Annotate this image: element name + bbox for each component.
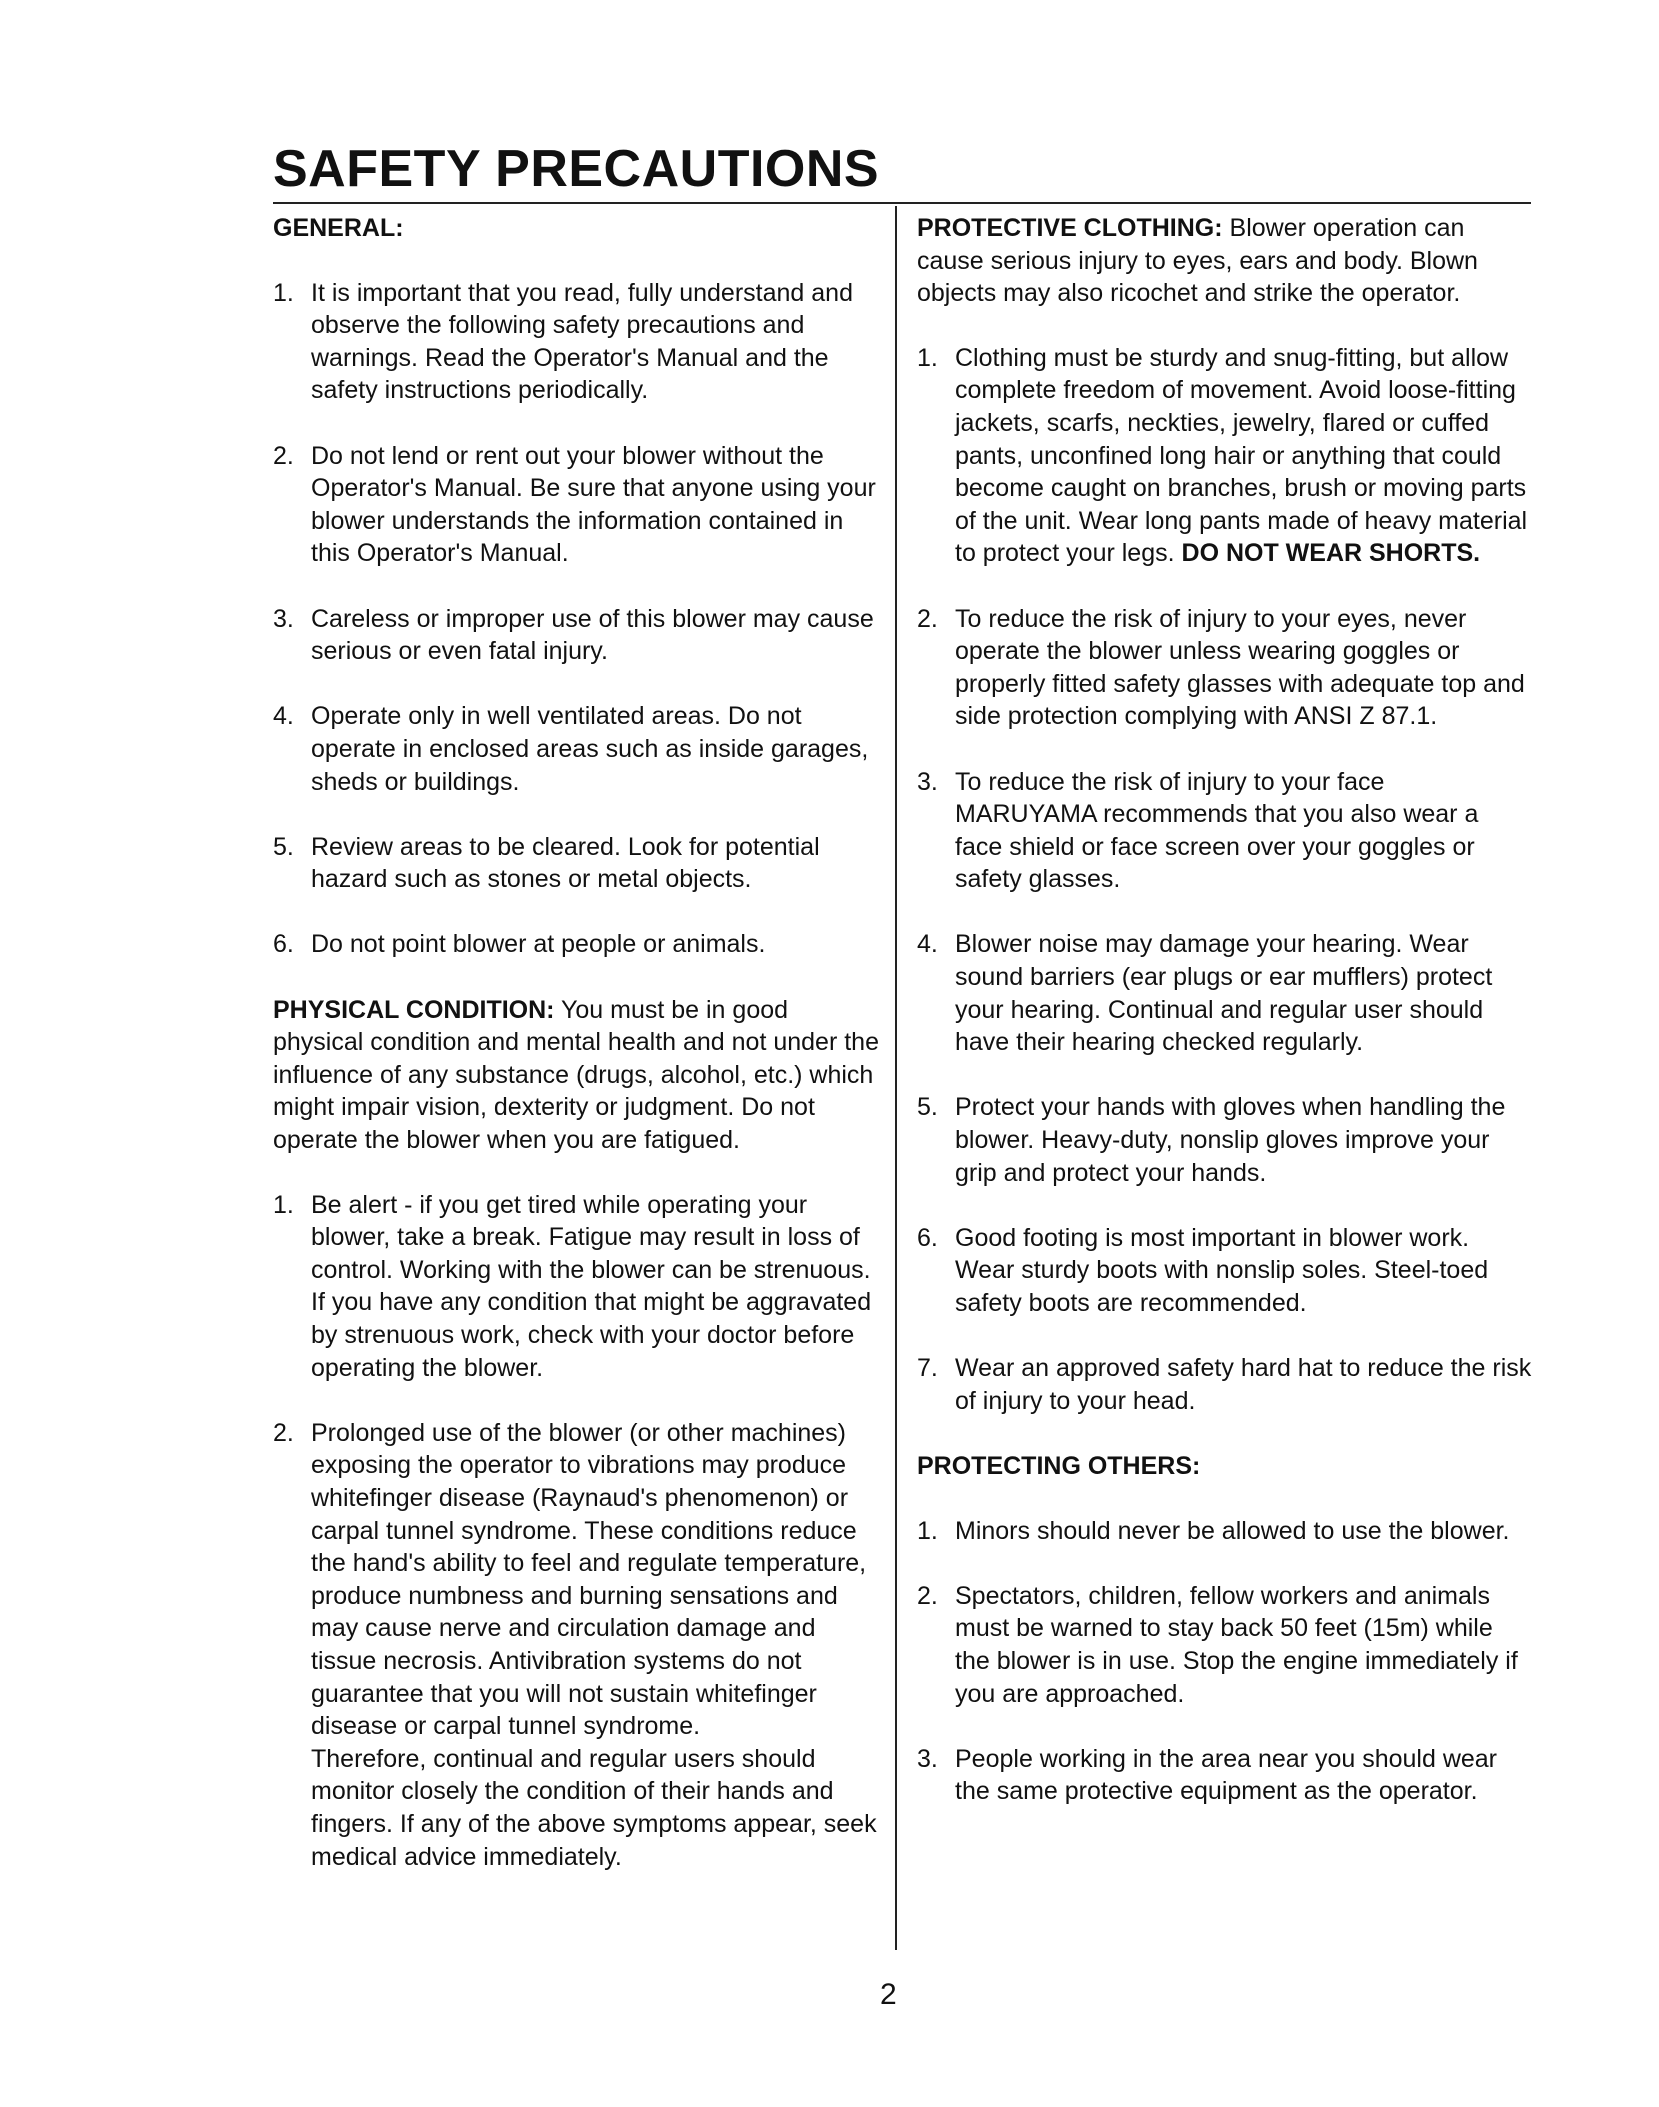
item-number: 1. [273,1190,294,1219]
protective-clothing-intro-text: Blower operation can cause serious injury to eyes, ears and body. Blown objects may also ricochet and strike the operator. [917,214,1478,308]
item-text-part: Clothing must be sturdy and snug-fitting, but allow complete freedom of movement. Avoid loose-fitting jackets, scarfs, neckties, jewelry, flared or cuffed pants, unconfined long hair or anything that could become caught on branches, brush or moving parts of the unit. Wear long pants made of heavy material to protect your legs. [955,343,1528,568]
item-number: 5. [917,1093,938,1122]
list-item [273,831,883,896]
item-text: Do not lend or rent out your blower without the Operator's Manual. Be sure that anyone using your blower understands the information contained in this Operator's Manual. [311,441,876,568]
item-number: 4. [273,702,294,731]
physical-condition-heading: PHYSICAL CONDITION: [273,995,555,1024]
item-text: Careless or improper use of this blower may cause serious or even fatal injury. [311,604,874,666]
protecting-others-section [917,1450,1532,1808]
protecting-others-list [917,1515,1532,1808]
item-text: Protect your hands with gloves when handling the blower. Heavy-duty, nonslip gloves improve your grip and protect your hands. [955,1093,1506,1187]
list-item [917,603,1532,733]
item-text: Good footing is most important in blower work. Wear sturdy boots with nonslip soles. Steel-toed safety boots are recommended. [955,1223,1489,1317]
item-text [311,1417,883,1873]
list-item [273,928,883,961]
item-text: It is important that you read, fully understand and observe the following safety precautions and warnings. Read the Operator's Manual and the safety instructions periodically. [311,278,853,405]
list-item [917,1743,1532,1808]
list-item [273,440,883,570]
left-column [273,212,883,1906]
item-text-part: Prolonged use of the blower (or other machines) exposing the operator to vibrations may produce whitefinger disease (Raynaud's phenomenon) or carpal tunnel syndrome. These conditions reduce the hand's ability to feel and regulate temperature, produce numbness and burning sensations and may cause nerve and circulation damage and tissue necrosis. Antivibration systems do not guarantee that you will not sustain whitefinger disease or carpal tunnel syndrome. [311,1418,867,1741]
item-number: 5. [273,832,294,861]
item-number: 6. [917,1223,938,1252]
list-item [917,1515,1532,1548]
item-number: 2. [273,441,294,470]
list-item [917,928,1532,1058]
list-item [273,700,883,798]
item-number: 4. [917,930,938,959]
list-item [273,277,883,407]
item-text: Wear an approved safety hard hat to reduce the risk of injury to your head. [955,1354,1532,1415]
item-number: 1. [917,1516,938,1545]
item-text [955,342,1532,570]
list-item [273,1189,883,1385]
list-item [917,766,1532,896]
page-title: SAFETY PRECAUTIONS [273,140,880,198]
physical-condition-intro-text: You must be in good physical condition and mental health and not under the influence of any substance (drugs, alcohol, etc.) which might impair vision, dexterity or judgment. Do not operate the blower when you are fatigued. [273,995,879,1155]
item-number: 3. [917,767,938,796]
item-number: 2. [917,604,938,633]
list-item [917,1091,1532,1189]
item-number: 1. [917,343,938,372]
item-number: 7. [917,1354,938,1383]
protective-clothing-list [917,342,1532,1418]
title-rule [273,202,1531,204]
item-text: Do not point blower at people or animals. [311,930,766,959]
general-list [273,277,883,961]
item-number: 2. [917,1581,938,1610]
item-number: 1. [273,278,294,307]
list-item [917,1222,1532,1320]
general-heading: GENERAL: [273,214,404,242]
item-text: To reduce the risk of injury to your face MARUYAMA recommends that you also wear a face shield or face screen over your goggles or safety glasses. [955,767,1479,894]
item-text-part: Therefore, continual and regular users should monitor closely the condition of their hands and fingers. If any of the above symptoms appear, seek medical advice immediately. [311,1744,877,1871]
general-section [273,212,883,961]
column-divider [895,206,897,1950]
protective-clothing-intro [917,212,1532,310]
list-item [917,342,1532,570]
item-text: Blower noise may damage your hearing. Wear sound barriers (ear plugs or ear mufflers) protect your hearing. Continual and regular user should have their hearing checked regularly. [955,930,1493,1057]
item-number: 3. [917,1744,938,1773]
protective-clothing-section [917,212,1532,1417]
protecting-others-heading: PROTECTING OTHERS: [917,1451,1201,1480]
item-text: Review areas to be cleared. Look for potential hazard such as stones or metal objects. [311,832,820,894]
item-number: 6. [273,930,294,959]
item-text: Be alert - if you get tired while operating your blower, take a break. Fatigue may result in loss of control. Working with the blower can be strenuous. If you have any condition that might be aggravated by strenuous work, check with your doctor before operating the blower. [311,1190,872,1382]
list-item [917,1580,1532,1710]
list-item [917,1352,1532,1417]
right-column [917,212,1532,1841]
list-item [273,1417,883,1873]
item-text: To reduce the risk of injury to your eyes, never operate the blower unless wearing goggles or properly fitted safety glasses with adequate top and side protection complying with ANSI Z 87.1. [955,604,1525,731]
item-number: 2. [273,1418,294,1447]
physical-condition-intro [273,994,883,1157]
page-number: 2 [880,1978,897,2011]
physical-condition-list [273,1189,883,1873]
item-text: Operate only in well ventilated areas. Do not operate in enclosed areas such as inside garages, sheds or buildings. [311,702,869,796]
item-warning-bold: DO NOT WEAR SHORTS. [1181,539,1481,568]
physical-condition-section [273,994,883,1873]
protective-clothing-heading: PROTECTIVE CLOTHING: [917,214,1223,242]
item-text: People working in the area near you should wear the same protective equipment as the operator. [955,1744,1498,1806]
item-number: 3. [273,604,294,633]
item-text: Spectators, children, fellow workers and animals must be warned to stay back 50 feet (15m) while the blower is in use. Stop the engine immediately if you are approached. [955,1581,1518,1708]
list-item [273,603,883,668]
item-text: Minors should never be allowed to use the blower. [955,1516,1510,1545]
